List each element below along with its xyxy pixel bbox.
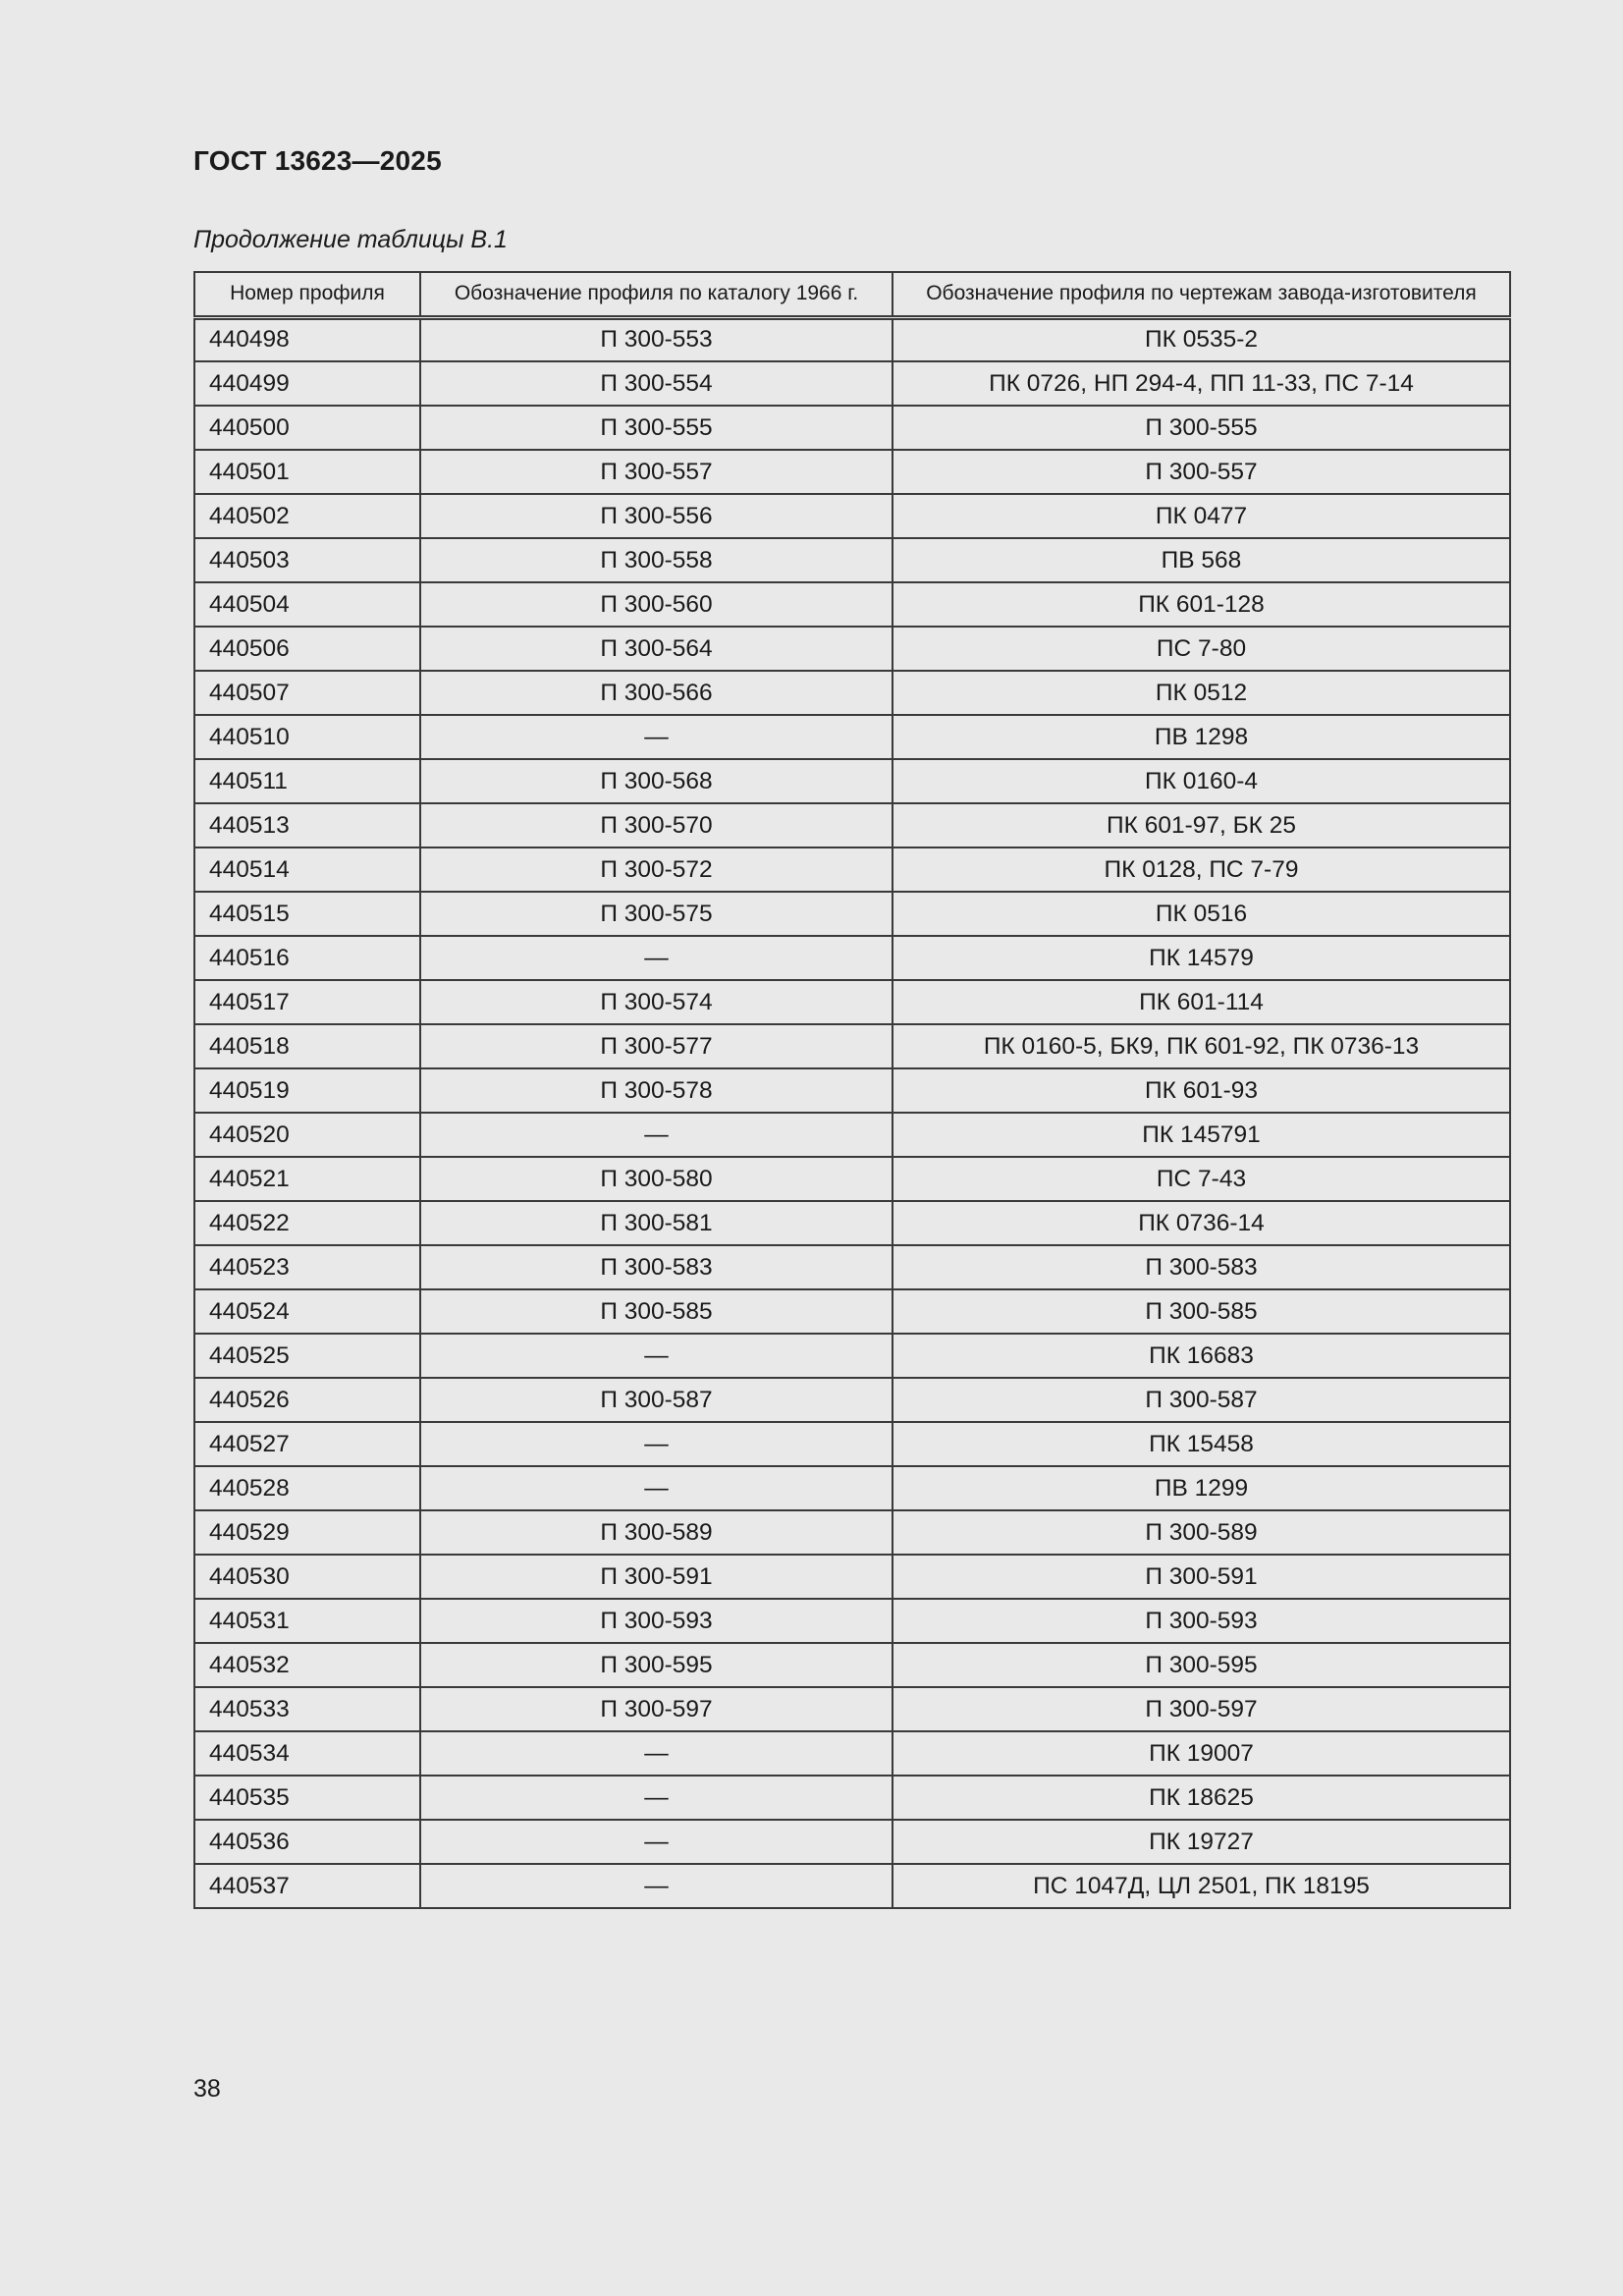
- cell-catalog-designation: —: [420, 1334, 893, 1378]
- table-row: [194, 803, 1510, 847]
- cell-catalog-designation: П 300-597: [420, 1687, 893, 1731]
- cell-profile-number: 440535: [194, 1776, 420, 1820]
- cell-profile-number: 440533: [194, 1687, 420, 1731]
- cell-profile-number: 440506: [194, 627, 420, 671]
- cell-factory-designation: ПК 15458: [893, 1422, 1510, 1466]
- table-row: [194, 1510, 1510, 1555]
- cell-factory-designation: П 300-585: [893, 1289, 1510, 1334]
- cell-profile-number: 440522: [194, 1201, 420, 1245]
- cell-profile-number: 440507: [194, 671, 420, 715]
- cell-profile-number: 440523: [194, 1245, 420, 1289]
- cell-factory-designation: П 300-583: [893, 1245, 1510, 1289]
- cell-profile-number: 440510: [194, 715, 420, 759]
- cell-catalog-designation: —: [420, 1731, 893, 1776]
- cell-factory-designation: ПС 7-43: [893, 1157, 1510, 1201]
- cell-profile-number: 440517: [194, 980, 420, 1024]
- table-row: [194, 317, 1510, 361]
- table-row: [194, 538, 1510, 582]
- cell-profile-number: 440501: [194, 450, 420, 494]
- cell-factory-designation: ПС 7-80: [893, 627, 1510, 671]
- cell-factory-designation: П 300-595: [893, 1643, 1510, 1687]
- cell-factory-designation: П 300-593: [893, 1599, 1510, 1643]
- cell-catalog-designation: П 300-577: [420, 1024, 893, 1068]
- cell-factory-designation: ПВ 568: [893, 538, 1510, 582]
- cell-catalog-designation: —: [420, 715, 893, 759]
- table-row: [194, 1466, 1510, 1510]
- cell-profile-number: 440499: [194, 361, 420, 406]
- cell-catalog-designation: П 300-580: [420, 1157, 893, 1201]
- table-row: [194, 847, 1510, 892]
- cell-profile-number: 440502: [194, 494, 420, 538]
- table-row: [194, 1820, 1510, 1864]
- table-row: [194, 1157, 1510, 1201]
- table-row: [194, 582, 1510, 627]
- cell-factory-designation: П 300-557: [893, 450, 1510, 494]
- table-row: [194, 1068, 1510, 1113]
- cell-profile-number: 440532: [194, 1643, 420, 1687]
- cell-catalog-designation: П 300-558: [420, 538, 893, 582]
- table-row: [194, 1555, 1510, 1599]
- cell-catalog-designation: П 300-553: [420, 317, 893, 361]
- cell-factory-designation: ПК 14579: [893, 936, 1510, 980]
- cell-catalog-designation: П 300-566: [420, 671, 893, 715]
- cell-catalog-designation: П 300-595: [420, 1643, 893, 1687]
- cell-catalog-designation: —: [420, 1776, 893, 1820]
- cell-profile-number: 440519: [194, 1068, 420, 1113]
- cell-catalog-designation: —: [420, 1466, 893, 1510]
- cell-catalog-designation: П 300-572: [420, 847, 893, 892]
- table-header-row: [194, 272, 1510, 317]
- table-row: [194, 892, 1510, 936]
- cell-profile-number: 440530: [194, 1555, 420, 1599]
- cell-profile-number: 440531: [194, 1599, 420, 1643]
- cell-factory-designation: ПК 19727: [893, 1820, 1510, 1864]
- cell-catalog-designation: П 300-554: [420, 361, 893, 406]
- table-row: [194, 1864, 1510, 1908]
- cell-profile-number: 440513: [194, 803, 420, 847]
- cell-profile-number: 440536: [194, 1820, 420, 1864]
- cell-factory-designation: П 300-597: [893, 1687, 1510, 1731]
- cell-factory-designation: ПК 0512: [893, 671, 1510, 715]
- table-caption: Продолжение таблицы В.1: [193, 226, 508, 253]
- cell-catalog-designation: П 300-557: [420, 450, 893, 494]
- cell-catalog-designation: П 300-593: [420, 1599, 893, 1643]
- cell-profile-number: 440500: [194, 406, 420, 450]
- table-row: [194, 1024, 1510, 1068]
- cell-factory-designation: ПК 0726, НП 294-4, ПП 11-33, ПС 7-14: [893, 361, 1510, 406]
- cell-factory-designation: ПВ 1298: [893, 715, 1510, 759]
- cell-factory-designation: ПК 145791: [893, 1113, 1510, 1157]
- table-row: [194, 671, 1510, 715]
- cell-catalog-designation: П 300-587: [420, 1378, 893, 1422]
- cell-catalog-designation: —: [420, 936, 893, 980]
- cell-factory-designation: П 300-555: [893, 406, 1510, 450]
- cell-catalog-designation: —: [420, 1864, 893, 1908]
- cell-catalog-designation: П 300-578: [420, 1068, 893, 1113]
- cell-profile-number: 440504: [194, 582, 420, 627]
- cell-catalog-designation: —: [420, 1820, 893, 1864]
- table-row: [194, 361, 1510, 406]
- table-row: [194, 1643, 1510, 1687]
- cell-profile-number: 440511: [194, 759, 420, 803]
- column-header-profile-number: Номер профиля: [194, 272, 420, 317]
- table-row: [194, 494, 1510, 538]
- cell-profile-number: 440520: [194, 1113, 420, 1157]
- cell-factory-designation: ПК 601-114: [893, 980, 1510, 1024]
- cell-catalog-designation: П 300-575: [420, 892, 893, 936]
- cell-profile-number: 440514: [194, 847, 420, 892]
- cell-factory-designation: ПК 18625: [893, 1776, 1510, 1820]
- cell-catalog-designation: П 300-568: [420, 759, 893, 803]
- cell-profile-number: 440526: [194, 1378, 420, 1422]
- cell-profile-number: 440527: [194, 1422, 420, 1466]
- cell-factory-designation: ПК 0128, ПС 7-79: [893, 847, 1510, 892]
- cell-profile-number: 440516: [194, 936, 420, 980]
- cell-factory-designation: П 300-587: [893, 1378, 1510, 1422]
- column-header-factory-designation: Обозначение профиля по чертежам завода-изготовителя: [893, 272, 1510, 317]
- cell-factory-designation: ПК 601-93: [893, 1068, 1510, 1113]
- table-row: [194, 1334, 1510, 1378]
- cell-catalog-designation: П 300-583: [420, 1245, 893, 1289]
- cell-factory-designation: ПК 19007: [893, 1731, 1510, 1776]
- cell-profile-number: 440498: [194, 317, 420, 361]
- cell-profile-number: 440537: [194, 1864, 420, 1908]
- cell-catalog-designation: —: [420, 1113, 893, 1157]
- table-row: [194, 450, 1510, 494]
- cell-profile-number: 440503: [194, 538, 420, 582]
- table-row: [194, 627, 1510, 671]
- table-row: [194, 1245, 1510, 1289]
- column-header-catalog-designation: Обозначение профиля по каталогу 1966 г.: [420, 272, 893, 317]
- table-row: [194, 1599, 1510, 1643]
- cell-profile-number: 440525: [194, 1334, 420, 1378]
- table-row: [194, 980, 1510, 1024]
- cell-catalog-designation: П 300-556: [420, 494, 893, 538]
- cell-profile-number: 440534: [194, 1731, 420, 1776]
- cell-factory-designation: ПС 1047Д, ЦЛ 2501, ПК 18195: [893, 1864, 1510, 1908]
- cell-factory-designation: ПВ 1299: [893, 1466, 1510, 1510]
- table-row: [194, 715, 1510, 759]
- table-row: [194, 1731, 1510, 1776]
- cell-profile-number: 440515: [194, 892, 420, 936]
- table-row: [194, 1289, 1510, 1334]
- cell-factory-designation: ПК 0516: [893, 892, 1510, 936]
- table-row: [194, 759, 1510, 803]
- cell-catalog-designation: П 300-585: [420, 1289, 893, 1334]
- table-body: [194, 317, 1510, 1908]
- table-row: [194, 1422, 1510, 1466]
- table-row: [194, 1776, 1510, 1820]
- page-number: 38: [193, 2075, 221, 2103]
- cell-factory-designation: П 300-591: [893, 1555, 1510, 1599]
- cell-factory-designation: ПК 0535-2: [893, 317, 1510, 361]
- cell-profile-number: 440529: [194, 1510, 420, 1555]
- cell-factory-designation: ПК 0477: [893, 494, 1510, 538]
- cell-factory-designation: ПК 0736-14: [893, 1201, 1510, 1245]
- table-row: [194, 1378, 1510, 1422]
- table-row: [194, 1687, 1510, 1731]
- table-row: [194, 406, 1510, 450]
- table-row: [194, 1113, 1510, 1157]
- cell-factory-designation: ПК 0160-5, БК9, ПК 601-92, ПК 0736-13: [893, 1024, 1510, 1068]
- cell-catalog-designation: П 300-564: [420, 627, 893, 671]
- cell-factory-designation: ПК 601-97, БК 25: [893, 803, 1510, 847]
- cell-factory-designation: П 300-589: [893, 1510, 1510, 1555]
- table-row: [194, 1201, 1510, 1245]
- cell-profile-number: 440524: [194, 1289, 420, 1334]
- cell-profile-number: 440521: [194, 1157, 420, 1201]
- cell-factory-designation: ПК 16683: [893, 1334, 1510, 1378]
- cell-catalog-designation: П 300-555: [420, 406, 893, 450]
- cell-factory-designation: ПК 0160-4: [893, 759, 1510, 803]
- cell-catalog-designation: П 300-570: [420, 803, 893, 847]
- cell-catalog-designation: П 300-574: [420, 980, 893, 1024]
- cell-catalog-designation: П 300-581: [420, 1201, 893, 1245]
- document-header: ГОСТ 13623—2025: [193, 145, 442, 176]
- cell-profile-number: 440518: [194, 1024, 420, 1068]
- cell-catalog-designation: П 300-589: [420, 1510, 893, 1555]
- cell-profile-number: 440528: [194, 1466, 420, 1510]
- cell-catalog-designation: П 300-591: [420, 1555, 893, 1599]
- cell-catalog-designation: П 300-560: [420, 582, 893, 627]
- cell-factory-designation: ПК 601-128: [893, 582, 1510, 627]
- profile-table: [193, 271, 1511, 1909]
- table-row: [194, 936, 1510, 980]
- cell-catalog-designation: —: [420, 1422, 893, 1466]
